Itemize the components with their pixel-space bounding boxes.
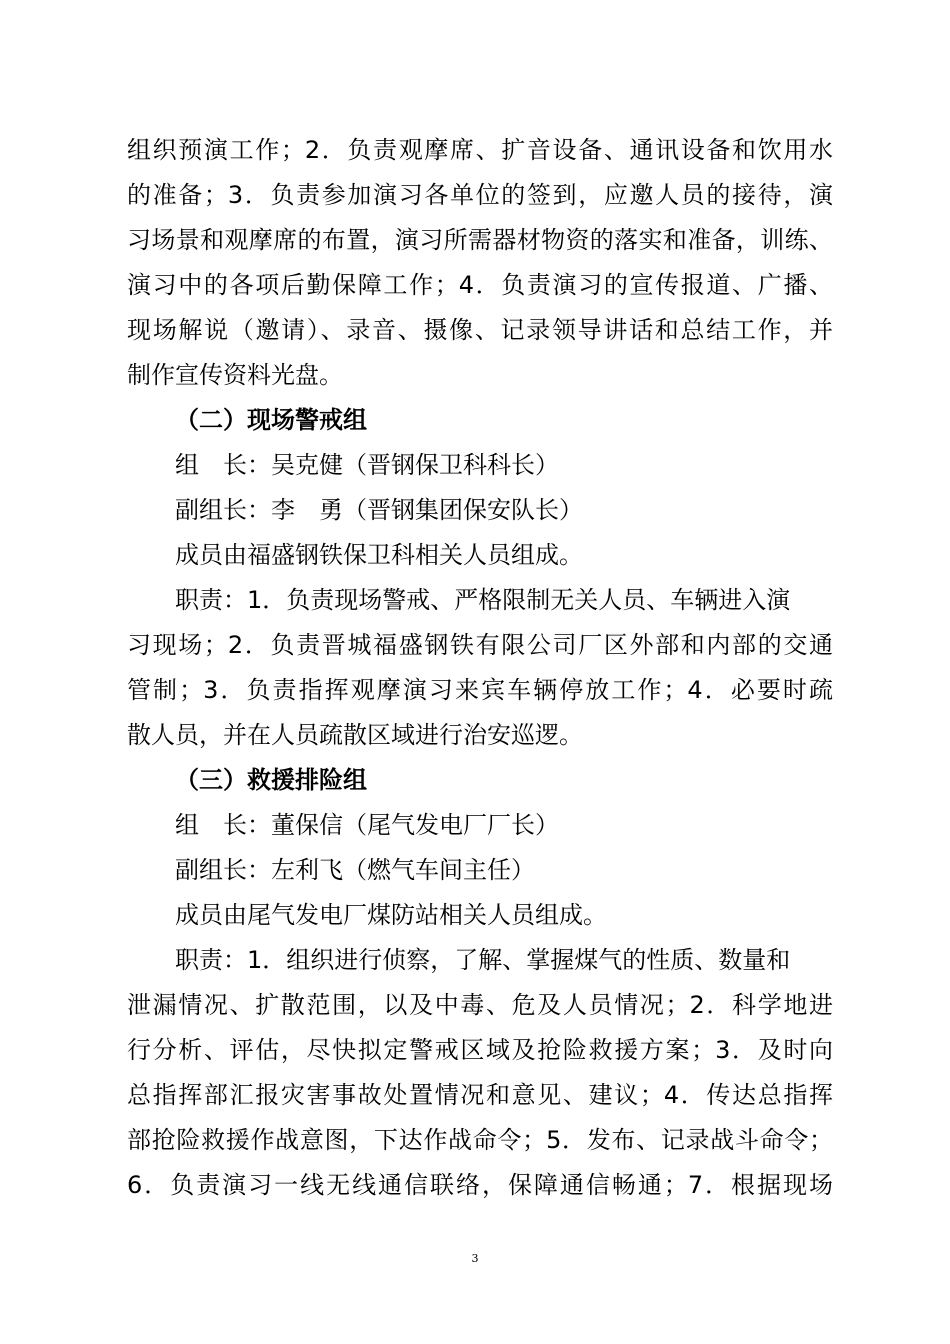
duties-line: 散人员，并在人员疏散区域进行治安巡逻。	[127, 721, 583, 749]
duties-line: 职责：1．负责现场警戒、严格限制无关人员、车辆进入演	[175, 586, 791, 614]
duties-line: 6．负责演习一线无线通信联络，保障通信畅通；7．根据现场	[127, 1171, 833, 1199]
deputy-leader: 副组长：左利飞（燃气车间主任）	[175, 856, 535, 884]
document-body	[127, 128, 833, 1208]
duties-line: 部抢险救援作战意图，下达作战命令；5．发布、记录战斗命令；	[127, 1126, 833, 1154]
section-heading-security: （二）现场警戒组	[175, 406, 367, 434]
duties-line: 职责：1．组织进行侦察，了解、掌握煤气的性质、数量和	[175, 946, 791, 974]
members-text: 成员由尾气发电厂煤防站相关人员组成。	[175, 901, 607, 929]
duties-line: 习现场；2．负责晋城福盛钢铁有限公司厂区外部和内部的交通	[127, 631, 833, 659]
paragraph-line: 习场景和观摩席的布置，演习所需器材物资的落实和准备，训练、	[127, 226, 833, 254]
duties-line: 管制；3．负责指挥观摩演习来宾车辆停放工作；4．必要时疏	[127, 676, 833, 704]
group-leader: 组 长：董保信（尾气发电厂厂长）	[175, 811, 559, 839]
section-heading-rescue: （三）救援排险组	[175, 766, 367, 794]
paragraph-line: 演习中的各项后勤保障工作；4．负责演习的宣传报道、广播、	[127, 271, 833, 299]
paragraph-line: 现场解说（邀请）、录音、摄像、记录领导讲话和总结工作，并	[127, 316, 833, 344]
duties-line: 行分析、评估，尽快拟定警戒区域及抢险救援方案；3．及时向	[127, 1036, 833, 1064]
paragraph-line: 的准备；3．负责参加演习各单位的签到，应邀人员的接待，演	[127, 181, 833, 209]
group-leader: 组 长：吴克健（晋钢保卫科科长）	[175, 451, 559, 479]
paragraph-line: 制作宣传资料光盘。	[127, 361, 343, 389]
deputy-leader: 副组长：李 勇（晋钢集团保安队长）	[175, 496, 583, 524]
members-text: 成员由福盛钢铁保卫科相关人员组成。	[175, 541, 583, 569]
page-number: 3	[471, 1252, 479, 1265]
duties-line: 总指挥部汇报灾害事故处置情况和意见、建议；4．传达总指挥	[127, 1081, 833, 1109]
paragraph-line: 组织预演工作；2．负责观摩席、扩音设备、通讯设备和饮用水	[127, 136, 833, 164]
duties-line: 泄漏情况、扩散范围，以及中毒、危及人员情况；2．科学地进	[127, 991, 833, 1019]
